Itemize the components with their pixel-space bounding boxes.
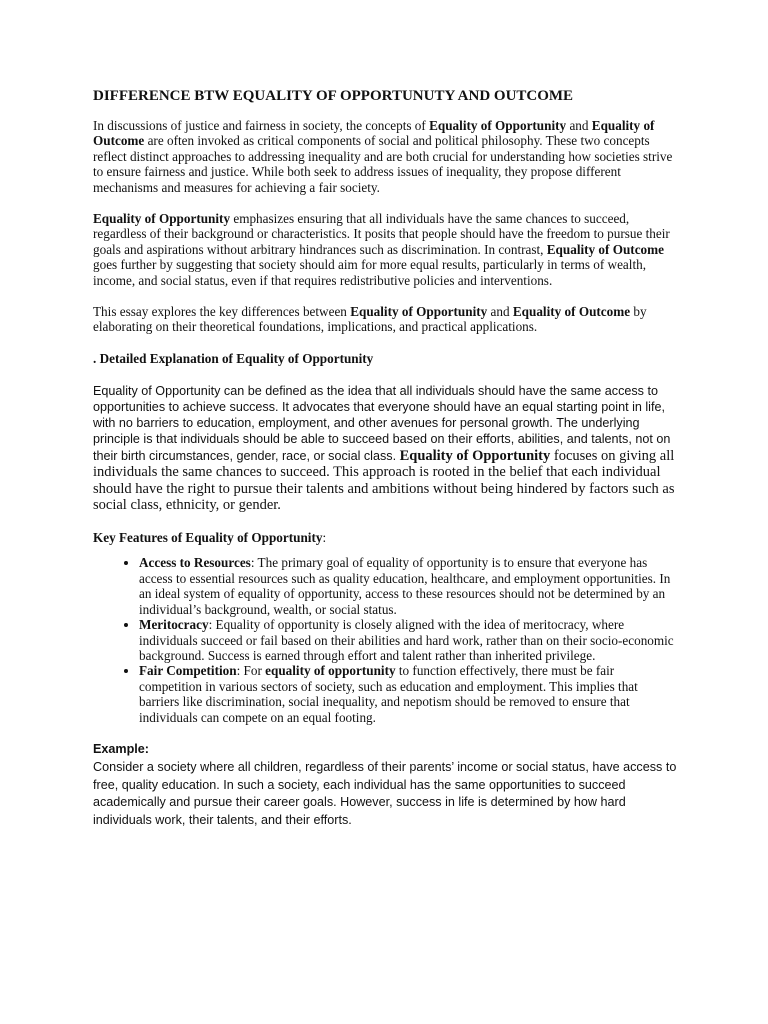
bold-term: Equality of Outcome	[512, 304, 631, 320]
text-run: This essay explores the key differences between	[93, 304, 351, 320]
example-paragraph	[93, 741, 678, 830]
paragraph-gap	[93, 335, 678, 351]
list-item-text: : Equality of opportunity is closely aligned with the idea of meritocracy, where individuals succeed or fail based on their abilities and hard work, rather than on their socio-economic background. Success is earned through effort and talent rather than inherited privilege.	[139, 617, 674, 663]
example-text: Consider a society where all children, regardless of their parents’ income or social status, have access to free, quality education. In such a society, each individual has the same opportunities to succeed academically and pursue their career goals. However, success in life is determined by how hard individuals work, their talents, and their efforts.	[93, 759, 677, 828]
list-item	[139, 555, 678, 617]
section-heading: . Detailed Explanation of Equality of Opportunity	[93, 350, 374, 366]
text-run: :	[322, 530, 327, 546]
bold-term: Equality of Opportunity	[429, 118, 567, 133]
text-run: Equality of Opportunity can be defined as the idea that all individuals should have the same access to opportunities to achieve success. It advocates that everyone should have an equal starting point in life, with no barriers to education, employment, and other avenues for personal growth. The underlying principle is that individuals should be able to succeed based on their efforts, abilities, and talents, not on their birth circumstances, gender, race, or social class.	[93, 383, 671, 463]
text-run: focuses on giving all individuals the same chances to succeed. This approach is rooted in the belief that each individual should have the right to pursue their talents and ambitions without being hindered by factors such as social class, ethnicity, or gender.	[93, 447, 675, 514]
bold-term: Equality of Outcome	[546, 241, 664, 257]
paragraph-gap	[93, 195, 678, 211]
bold-term: equality of opportunity	[265, 663, 396, 679]
text-run: In discussions of justice and fairness in society, the concepts of	[93, 118, 430, 133]
example-label: Example:	[93, 741, 149, 756]
definitions-paragraph	[93, 211, 678, 288]
list-item-text: : For	[236, 663, 266, 679]
bold-term: Equality of Opportunity	[350, 304, 488, 320]
text-run: and	[487, 304, 513, 320]
list-item-text: to function effectively, there must be fair competition in various sectors of society, such as education and employment. This implies that barriers like discrimination, social inequality, and nepotism should be removed to ensure that individuals can compete on an equal footing.	[139, 663, 638, 725]
features-list	[93, 555, 678, 724]
bold-term: Equality of Opportunity	[93, 211, 231, 227]
document-title: DIFFERENCE BTW EQUALITY OF OPPORTUNUTY AND OUTCOME	[93, 88, 574, 104]
text-run: by elaborating on their theoretical foundations, implications, and practical applications.	[93, 304, 647, 335]
list-item-label: Access to Resources	[139, 555, 251, 571]
paragraph-gap	[93, 367, 678, 383]
essay-scope-paragraph	[93, 304, 678, 335]
document-page	[93, 86, 678, 830]
paragraph-gap	[93, 514, 678, 530]
features-heading	[93, 530, 678, 545]
intro-paragraph	[93, 118, 678, 195]
bold-term: Equality of Outcome	[93, 118, 655, 149]
text-run: goes further by suggesting that society should aim for more equal results, particularly in terms of wealth, income, and social status, even if that requires redistributive policies and interventions.	[93, 257, 647, 288]
list-item	[139, 663, 678, 725]
text-run: emphasizes ensuring that all individuals have the same chances to succeed, regardless of their background or characteristics. It posits that people should have the freedom to pursue their goals and aspirations without arbitrary hindrances such as discrimination. In contrast,	[93, 211, 670, 257]
features-heading-text: Key Features of Equality of Opportunity	[93, 530, 323, 546]
paragraph-gap	[93, 725, 678, 741]
bold-term: Equality of Opportunity	[399, 447, 551, 464]
paragraph-gap	[93, 288, 678, 304]
list-item-label: Meritocracy	[139, 617, 209, 633]
text-run: and	[566, 118, 592, 133]
explanation-paragraph	[93, 383, 678, 514]
list-item-label: Fair Competition	[139, 663, 237, 679]
list-item-text: : The primary goal of equality of opportunity is to ensure that everyone has access to essential resources such as quality education, healthcare, and employment opportunities. In an ideal system of equality of opportunity, access to these resources should not be determined by an individual’s background, wealth, or social status.	[139, 555, 671, 617]
list-item	[139, 617, 678, 663]
text-run: are often invoked as critical components of social and political philosophy. These two concepts reflect distinct approaches to addressing inequality and are both crucial for understanding how societies strive to ensure fairness and justice. While both seek to address issues of inequality, they propose different mechanisms and measures for achieving a fair society.	[93, 133, 673, 195]
